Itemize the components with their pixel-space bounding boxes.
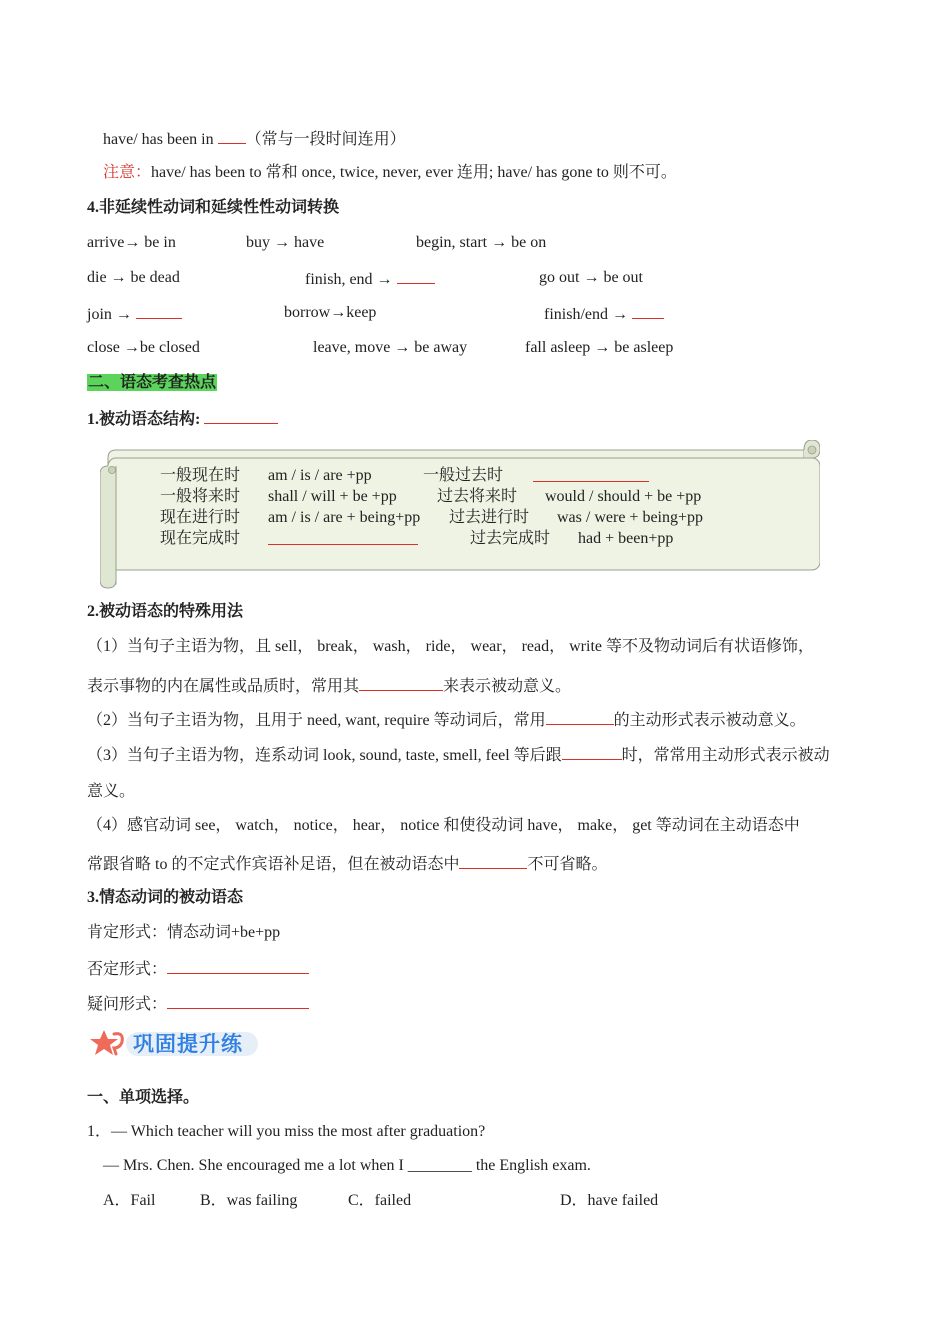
answer-blank	[562, 744, 622, 760]
answer-blank	[546, 709, 614, 725]
usage-4-line-2: 常跟省略 to 的不定式作宾语补足语，但在被动语态中 不可省略。	[87, 853, 607, 875]
conversion-buy: buy → have	[246, 234, 325, 251]
answer-blank	[218, 128, 246, 144]
usage-2: （2）当句子主语为物，且用于 need, want, require 等动词后，常用 的主动形式表示被动意义。	[87, 709, 806, 731]
question-1-stem: 1．— Which teacher will you miss the most after graduation?	[87, 1123, 486, 1140]
conversion-begin: begin, start → be on	[416, 234, 547, 251]
conversion-arrive: arrive→ be in	[87, 234, 176, 251]
usage-1-line-2: 表示事物的内在属性或品质时，常用其 来表示被动意义。	[87, 675, 571, 697]
question-1-answer-line: — Mrs. Chen. She encouraged me a lot when I ________ the English exam.	[103, 1157, 591, 1174]
modal-question: 疑问形式：	[87, 993, 309, 1015]
tense-past-perfect: 过去完成时	[470, 530, 551, 547]
modal-negative: 否定形式：	[87, 958, 309, 980]
conversion-close: close →be closed	[87, 339, 200, 356]
conversion-die: die → be dead	[87, 269, 180, 286]
tense-present-perfect: 现在完成时	[160, 530, 241, 547]
modal-passive-heading: 3.情态动词的被动语态	[87, 889, 244, 906]
option-a[interactable]: A．Fail	[103, 1192, 156, 1209]
tense-simple-past: 一般过去时	[423, 467, 504, 484]
usage-3-line-2: 意义。	[87, 783, 136, 800]
tense-simple-future: 一般将来时	[160, 488, 241, 505]
exercise-section-title: 一、单项选择。	[87, 1089, 200, 1106]
tense-present-continuous: 现在进行时	[160, 509, 241, 526]
line-have-been-in: have/ has been in （常与一段时间连用）	[103, 128, 406, 150]
answer-blank	[359, 675, 443, 691]
special-usage-heading: 2.被动语态的特殊用法	[87, 603, 244, 620]
conversion-borrow: borrow→keep	[284, 304, 377, 321]
form-present-continuous: am / is / are + being+pp	[268, 509, 421, 526]
usage-3-line-1: （3）当句子主语为物，连系动词 look, sound, taste, smell, feel 等后跟 时，常常用主动形式表示被动	[87, 744, 830, 766]
answer-blank	[268, 529, 418, 545]
answer-blank	[204, 408, 278, 424]
tense-simple-present: 一般现在时	[160, 467, 241, 484]
conversion-join: join →	[87, 303, 182, 325]
passive-structure-heading: 1.被动语态结构:	[87, 408, 278, 430]
form-present-perfect	[268, 529, 418, 551]
conversion-finish: finish, end →	[305, 268, 435, 290]
answer-blank	[632, 303, 664, 319]
form-past-perfect: had + been+pp	[578, 530, 674, 547]
usage-4-line-1: （4）感官动词 see， watch， notice， hear， notice 和使役动词 have， make， get 等动词在主动语态中	[87, 817, 800, 834]
form-simple-present: am / is / are +pp	[268, 467, 372, 484]
answer-blank	[459, 853, 527, 869]
note-line: 注意：have/ has been to 常和 once, twice, never, ever 连用; have/ has gone to 则不可。	[103, 164, 677, 181]
option-d[interactable]: D．have failed	[560, 1192, 659, 1209]
question-mark-icon	[114, 1034, 122, 1054]
answer-blank	[136, 303, 182, 319]
conversion-go-out: go out → be out	[539, 269, 643, 286]
answer-blank	[533, 466, 649, 482]
usage-1-line-1: （1）当句子主语为物，且 sell， break， wash， ride， wear， read， write 等不及物动词后有状语修饰，	[87, 638, 815, 655]
conversion-finish-end: finish/end →	[544, 303, 664, 325]
modal-affirmative: 肯定形式：情态动词+be+pp	[87, 924, 281, 941]
tense-past-continuous: 过去进行时	[449, 509, 530, 526]
answer-blank	[397, 268, 435, 284]
form-past-continuous: was / were + being+pp	[557, 509, 704, 526]
form-past-future: would / should + be +pp	[545, 488, 702, 505]
consolidation-badge: 巩固提升练	[133, 1032, 243, 1056]
conversion-fall-asleep: fall asleep → be asleep	[525, 339, 674, 356]
answer-blank	[167, 958, 309, 974]
form-simple-past	[533, 466, 649, 488]
tense-past-future: 过去将来时	[437, 488, 518, 505]
conversion-leave: leave, move → be away	[313, 339, 468, 356]
part-2-heading: 二、语态考查热点	[88, 374, 217, 391]
note-label: 注意：	[103, 164, 152, 181]
form-simple-future: shall / will + be +pp	[268, 488, 397, 505]
section-4-heading: 4.非延续性动词和延续性性动词转换	[87, 199, 340, 216]
answer-blank	[167, 993, 309, 1009]
option-c[interactable]: C．failed	[348, 1192, 412, 1209]
option-b[interactable]: B．was failing	[200, 1192, 298, 1209]
